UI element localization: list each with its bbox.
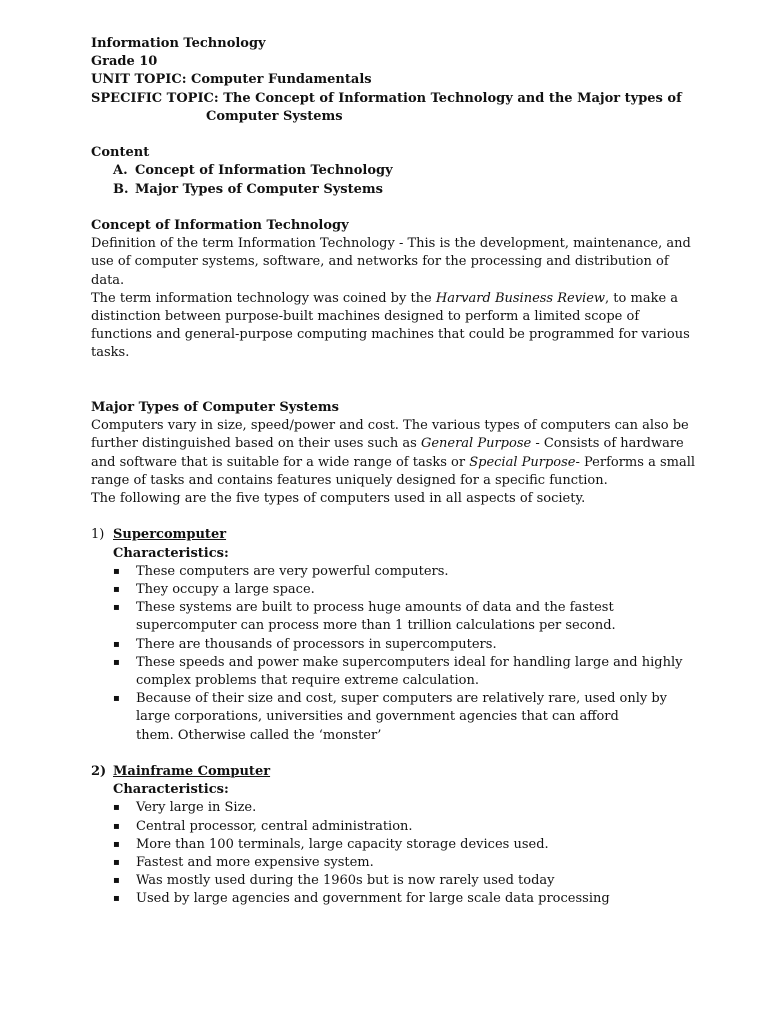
- major-paragraph-line: range of tasks and contains features uniquely designed for a specific function.: [91, 472, 608, 488]
- supercomputer-heading: 1) Supercomputer: [91, 527, 227, 543]
- bullet-icon: ▪: [113, 656, 120, 668]
- unit-topic: UNIT TOPIC: Computer Fundamentals: [91, 72, 372, 88]
- list-item: ▪ They occupy a large space.: [113, 581, 691, 599]
- list-item: ▪ These systems are built to process huge amounts of data and the fastest supercomputer can process more than 1 trillion calculations per second.: [113, 600, 616, 634]
- document-header: [91, 35, 691, 126]
- bullet-icon: ▪: [113, 838, 120, 850]
- bullet-icon: ▪: [113, 602, 120, 614]
- list-item: ▪ Central processor, central administration.: [113, 818, 691, 836]
- general-purpose-term: General Purpose: [420, 436, 532, 452]
- bullet-icon: ▪: [113, 693, 120, 705]
- document-page: [91, 35, 696, 909]
- list-item: ▪ More than 100 terminals, large capacity storage devices used.: [113, 836, 691, 854]
- concept-section: [91, 217, 691, 363]
- specific-topic: SPECIFIC TOPIC: The Concept of Information Technology and the Major types of: [91, 90, 682, 106]
- subject-title: Information Technology: [91, 36, 266, 51]
- list-item: ▪ There are thousands of processors in supercomputers.: [113, 636, 691, 654]
- list-item: ▪ These computers are very powerful computers.: [113, 563, 691, 581]
- major-paragraph-line: The following are the five types of computers used in all aspects of society.: [91, 491, 586, 507]
- bullet-icon: ▪: [113, 565, 120, 577]
- list-item: ▪ Fastest and more expensive system.: [113, 854, 691, 872]
- concept-paragraph-line: Definition of the term Information Technology - This is the development, maintenance, and: [91, 236, 691, 252]
- concept-paragraph-line: distinction between purpose-built machines designed to perform a limited scope of: [91, 309, 640, 325]
- bullet-icon: ▪: [113, 584, 120, 596]
- major-paragraph-line: and software that is suitable for a wide range of tasks or Special Purpose- Performs a small: [91, 454, 696, 470]
- bullet-icon: ▪: [113, 802, 120, 814]
- grade-label: Grade 10: [91, 54, 158, 70]
- list-item: ▪ Very large in Size.: [113, 799, 691, 817]
- major-paragraph-line: further distinguished based on their uses such as General Purpose - Consists of hardware: [91, 436, 684, 452]
- concept-paragraph-line: data.: [91, 272, 125, 288]
- concept-paragraph-line: tasks.: [91, 345, 130, 361]
- concept-heading: Concept of Information Technology: [91, 218, 349, 233]
- content-item-a: A. Concept of Information Technology: [113, 163, 393, 179]
- major-paragraph-line: Computers vary in size, speed/power and cost. The various types of computers can also be: [91, 418, 689, 434]
- special-purpose-term: Special Purpose: [469, 454, 576, 470]
- concept-paragraph-line: functions and general-purpose computing machines that could be programmed for various: [91, 327, 690, 343]
- mainframe-section: [91, 763, 691, 909]
- supercomputer-characteristics-label: Characteristics:: [113, 545, 229, 561]
- content-heading: Content: [91, 145, 150, 161]
- list-item: ▪ Used by large agencies and government for large scale data processing: [113, 890, 691, 908]
- bullet-icon: ▪: [113, 893, 120, 905]
- list-item: ▪ Was mostly used during the 1960s but is now rarely used today: [113, 872, 691, 890]
- bullet-icon: ▪: [113, 638, 120, 650]
- supercomputer-characteristics-list: [91, 563, 691, 745]
- bullet-icon: ▪: [113, 857, 120, 869]
- mainframe-heading: 2) Mainframe Computer: [91, 764, 271, 780]
- specific-topic-continued: Computer Systems: [206, 108, 343, 124]
- mainframe-characteristics-list: [91, 799, 691, 908]
- list-item: ▪ These speeds and power make supercomputers ideal for handling large and highly complex problems that require extreme calculation.: [113, 654, 683, 689]
- content-section: [91, 144, 691, 199]
- bullet-icon: ▪: [113, 875, 120, 887]
- content-item-b: B. Major Types of Computer Systems: [113, 181, 383, 197]
- major-types-section: [91, 399, 696, 508]
- harvard-business-review: Harvard Business Review: [435, 290, 606, 306]
- supercomputer-section: [91, 526, 691, 744]
- major-types-heading: Major Types of Computer Systems: [91, 400, 339, 416]
- concept-paragraph-line: The term information technology was coined by the Harvard Business Review, to make a: [91, 290, 679, 306]
- mainframe-characteristics-label: Characteristics:: [113, 782, 229, 798]
- bullet-icon: ▪: [113, 820, 120, 832]
- list-item: ▪ Because of their size and cost, super computers are relatively rare, used only by large corporations, universities and government agencies that can afford them. Otherwise called the ‘monster’: [113, 691, 668, 743]
- concept-paragraph-line: use of computer systems, software, and networks for the processing and distribution of: [91, 254, 669, 270]
